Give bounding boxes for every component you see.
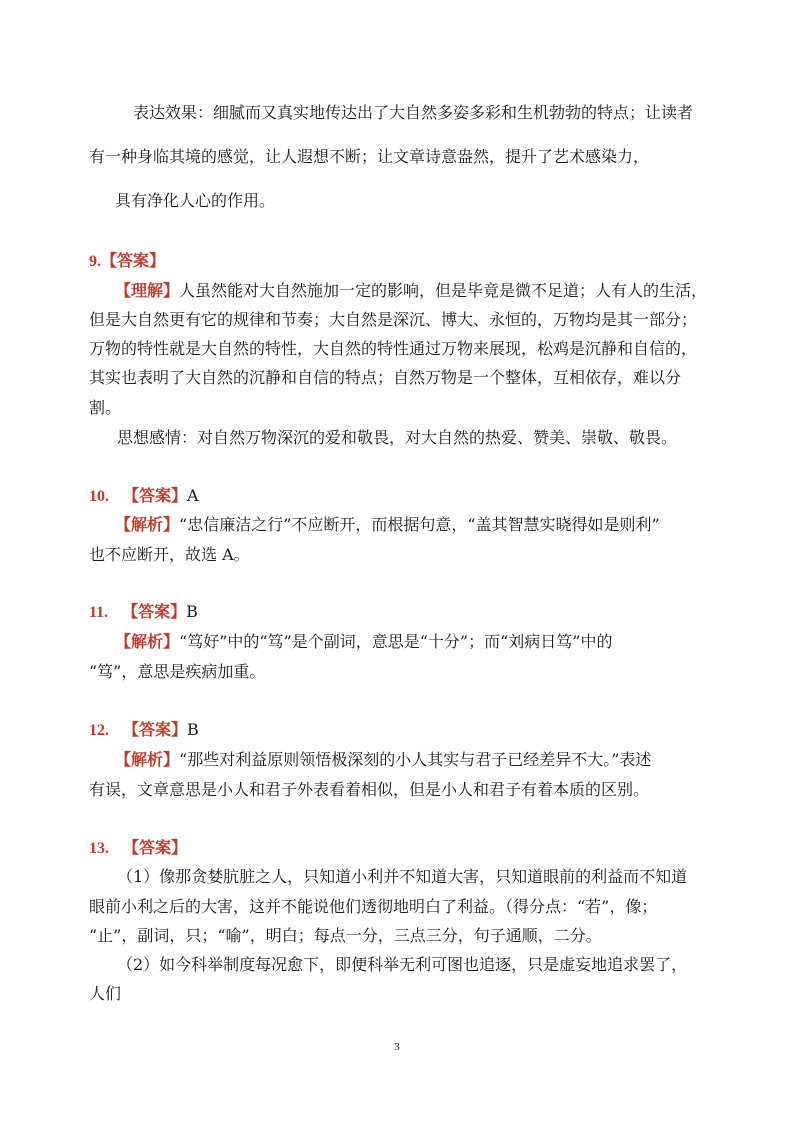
text-line: 有误，文章意思是小人和君子外表看着相似，但是小人和君子有着本质的区别。 bbox=[89, 780, 650, 799]
answer-tag: 【答案】 bbox=[123, 486, 188, 505]
text-line bbox=[115, 513, 660, 537]
text-line: 表达效果：细腻而又真实地传达出了大自然多姿多彩和生机勃勃的特点；让读者 bbox=[133, 103, 694, 122]
text-line: 割。 bbox=[89, 398, 122, 417]
question-number: 12. bbox=[89, 722, 109, 739]
analysis-tag: 【解析】 bbox=[115, 750, 180, 769]
text-line: 其实也表明了大自然的沉静和自信的特点；自然万物是一个整体，互相依存，难以分 bbox=[89, 368, 682, 387]
text-line: 万物的特性就是大自然的特性，大自然的特性通过万物来展现，松鸡是沉静和自信的， bbox=[89, 339, 698, 358]
answer-value: A bbox=[187, 486, 199, 505]
analysis-tag: 【解析】 bbox=[115, 632, 180, 651]
question-header-13 bbox=[89, 836, 187, 861]
question-number: 13. bbox=[89, 840, 109, 857]
analysis-tag: 【解析】 bbox=[115, 515, 180, 534]
text-line: “止”，副词，只；“喻”，明白；每点一分，三点三分，句子通顺，二分。 bbox=[89, 926, 602, 945]
answer-tag: 【答案】 bbox=[122, 602, 187, 621]
text-line: 人们 bbox=[89, 984, 122, 1003]
text-line: （2）如今科举制度每况愈下，即便科举无利可图也追逐，只是虚妄地追求罢了， bbox=[117, 955, 688, 974]
answer-value: B bbox=[187, 720, 199, 739]
answer-tag: 【答案】 bbox=[101, 251, 166, 270]
question-header-10 bbox=[89, 484, 199, 509]
text-line bbox=[115, 630, 612, 654]
page-number: 3 bbox=[394, 1041, 400, 1053]
text-line: 眼前小利之后的大害，这并不能说他们透彻地明白了利益。（得分点：“若”，像； bbox=[89, 897, 658, 916]
text-span: “那些对利益原则领悟极深刻的小人其实与君子已经差异不大。”表述 bbox=[179, 750, 652, 769]
text-line: “笃”，意思是疾病加重。 bbox=[89, 662, 266, 681]
text-line bbox=[115, 279, 707, 303]
question-header-11 bbox=[89, 600, 198, 625]
answer-tag: 【答案】 bbox=[123, 720, 188, 739]
text-line bbox=[115, 748, 651, 772]
text-span: “笃好”中的“笃”是个副词，意思是“十分”；而“刘病日笃”中的 bbox=[179, 632, 613, 651]
text-span: “忠信廉洁之行”不应断开，而根据句意，“盖其智慧实晓得如是则利” bbox=[179, 515, 660, 534]
question-number: 9. bbox=[89, 253, 101, 270]
text-line: 也不应断开，故选 A。 bbox=[89, 545, 250, 564]
text-line: 有一种身临其境的感觉，让人遐想不断；让文章诗意盎然，提升了艺术感染力， bbox=[89, 147, 650, 166]
text-span: 人虽然能对大自然施加一定的影响，但是毕竟是微不足道；人有人的生活， bbox=[179, 281, 708, 300]
question-header-12 bbox=[89, 718, 199, 743]
text-line: 但是大自然更有它的规律和节奏；大自然是深沉、博大、永恒的，万物均是其一部分； bbox=[89, 310, 698, 329]
answer-value: B bbox=[186, 602, 198, 621]
understanding-tag: 【理解】 bbox=[115, 281, 180, 300]
text-line: 具有净化人心的作用。 bbox=[115, 191, 276, 210]
question-number: 11. bbox=[89, 604, 109, 621]
text-line: （1）像那贪婪肮脏之人，只知道小利并不知道大害，只知道眼前的利益而不知道 bbox=[117, 867, 688, 886]
text-line: 思想感情：对自然万物深沉的爱和敬畏，对大自然的热爱、赞美、崇敬、敬畏。 bbox=[117, 428, 678, 447]
answer-tag: 【答案】 bbox=[123, 838, 188, 857]
question-number: 10. bbox=[89, 488, 109, 505]
question-header-9 bbox=[89, 249, 165, 274]
